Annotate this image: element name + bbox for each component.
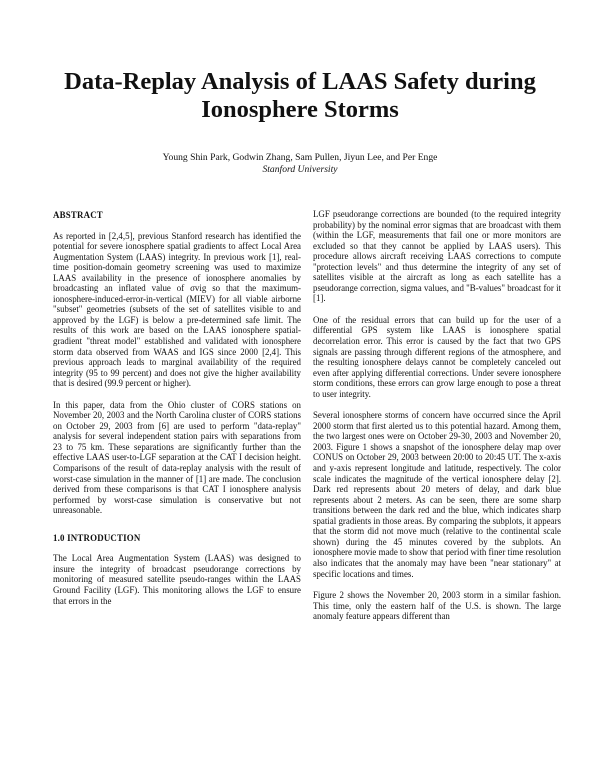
- abstract-paragraph-2: In this paper, data from the Ohio cluster of CORS stations on November 20, 2003 and the North Carolina cluster of CORS stations on October 29, 2003 from [6] are used to perform "data-replay" analysis for several independent station pairs with separations from 23 to 75 km. These separations are significantly further than the effective LAAS user-to-LGF separation at the CAT I decision height. Comparisons of the result of data-replay analysis with the result of worst-case simulation in the manner of [1] are made. The conclusion derived from these comparisons is that CAT I ionosphere analysis performed by worst-case simulation is conservative but not unreasonable.: [53, 399, 301, 516]
- body-paragraph-3: Several ionosphere storms of concern have occurred since the April 2000 storm that first alerted us to this potential hazard. Among them, the two largest ones were on October 29-30, 2003 and November 20, 2003. Figure 1 shows a snapshot of the ionosphere delay map over CONUS on October 29, 2003 between 20:00 to 20:45 UT. The x-axis and y-axis represent longitude and latitude, respectively. The color scale indicates the magnitude of the vertical ionosphere delay [2]. Dark red represents about 20 meters of delay, and dark blue represents about 2 meters. As can be seen, there are some sharp transitions between the dark red and the blue, which indicates sharp spatial gradients in those areas. By comparing the subplots, it appears that the storm did not move much (relative to the continental scale shown) during the 45 minutes covered by the subplots. An ionosphere movie made to show that period with finer time resolution also indicates that the anomaly may have been "near stationary" at specific locations and times.: [313, 410, 561, 579]
- abstract-paragraph-1: As reported in [2,4,5], previous Stanford research has identified the potential for severe ionosphere spatial gradients to affect Local Area Augmentation System (LAAS) integrity. In previous work [1], real-time position-domain geometry screening was used to maximize LAAS availability in the presence of ionosphere anomalies by broadcasting an inflated value of σvig so that the maximum-ionosphere-induced-error-in-vertical (MIEV) for all viable airborne "subset" geometries (subsets of the set of satellites visible to and approved by the LGF) is below a pre-determined safe limit. The results of this work are based on the LAAS ionosphere spatial-gradient "threat model" established and validated with ionosphere storm data observed from WAAS and IGS since 2000 [2,4]. This previous approach leads to marginal availability of the required integrity (95 to 99 percent) and does not give the higher availability that is desired (99.9 percent or higher).: [53, 230, 301, 389]
- author-list: Young Shin Park, Godwin Zhang, Sam Pullen, Jiyun Lee, and Per Enge: [162, 152, 438, 163]
- paper-title: Data-Replay Analysis of LAAS Safety during Ionosphere Storms: [64, 68, 536, 123]
- right-column: [313, 209, 561, 633]
- left-column: [53, 210, 301, 617]
- abstract-heading: ABSTRACT: [53, 210, 103, 220]
- introduction-paragraph-1: The Local Area Augmentation System (LAAS) was designed to insure the integrity of broadcast pseudorange corrections by monitoring of measured satellite pseudo-ranges within the LAAS Ground Facility (LGF). This monitoring allows the LGF to ensure that errors in the: [53, 553, 301, 606]
- body-paragraph-4: Figure 2 shows the November 20, 2003 storm in a similar fashion. This time, only the eastern half of the U.S. is shown. The large anomaly feature appears different than: [313, 590, 561, 622]
- body-paragraph-1: LGF pseudorange corrections are bounded (to the required integrity probability) by the nominal error sigmas that are broadcast with them (within the LGF, measurements that fail one or more monitors are excluded so that they cannot be applied by LAAS users). This procedure allows aircraft receiving LAAS corrections to compute "protection levels" and thus determine the integrity of any set of satellites visible at the aircraft as long as each satellite has a pseudorange correction, sigma values, and "B-values" broadcast for it [1].: [313, 209, 561, 304]
- introduction-heading: 1.0 INTRODUCTION: [53, 532, 141, 543]
- body-paragraph-2: One of the residual errors that can build up for the user of a differential GPS system like LAAS is ionosphere spatial decorrelation error. This error is caused by the fact that two GPS signals are passing through different regions of the atmosphere, and the resulting ionosphere delays cannot be completely canceled out even after applying differential corrections. Under severe ionosphere storm conditions, these errors can grow large enough to pose a threat to user integrity.: [313, 314, 561, 399]
- author-affiliation: Stanford University: [262, 164, 338, 175]
